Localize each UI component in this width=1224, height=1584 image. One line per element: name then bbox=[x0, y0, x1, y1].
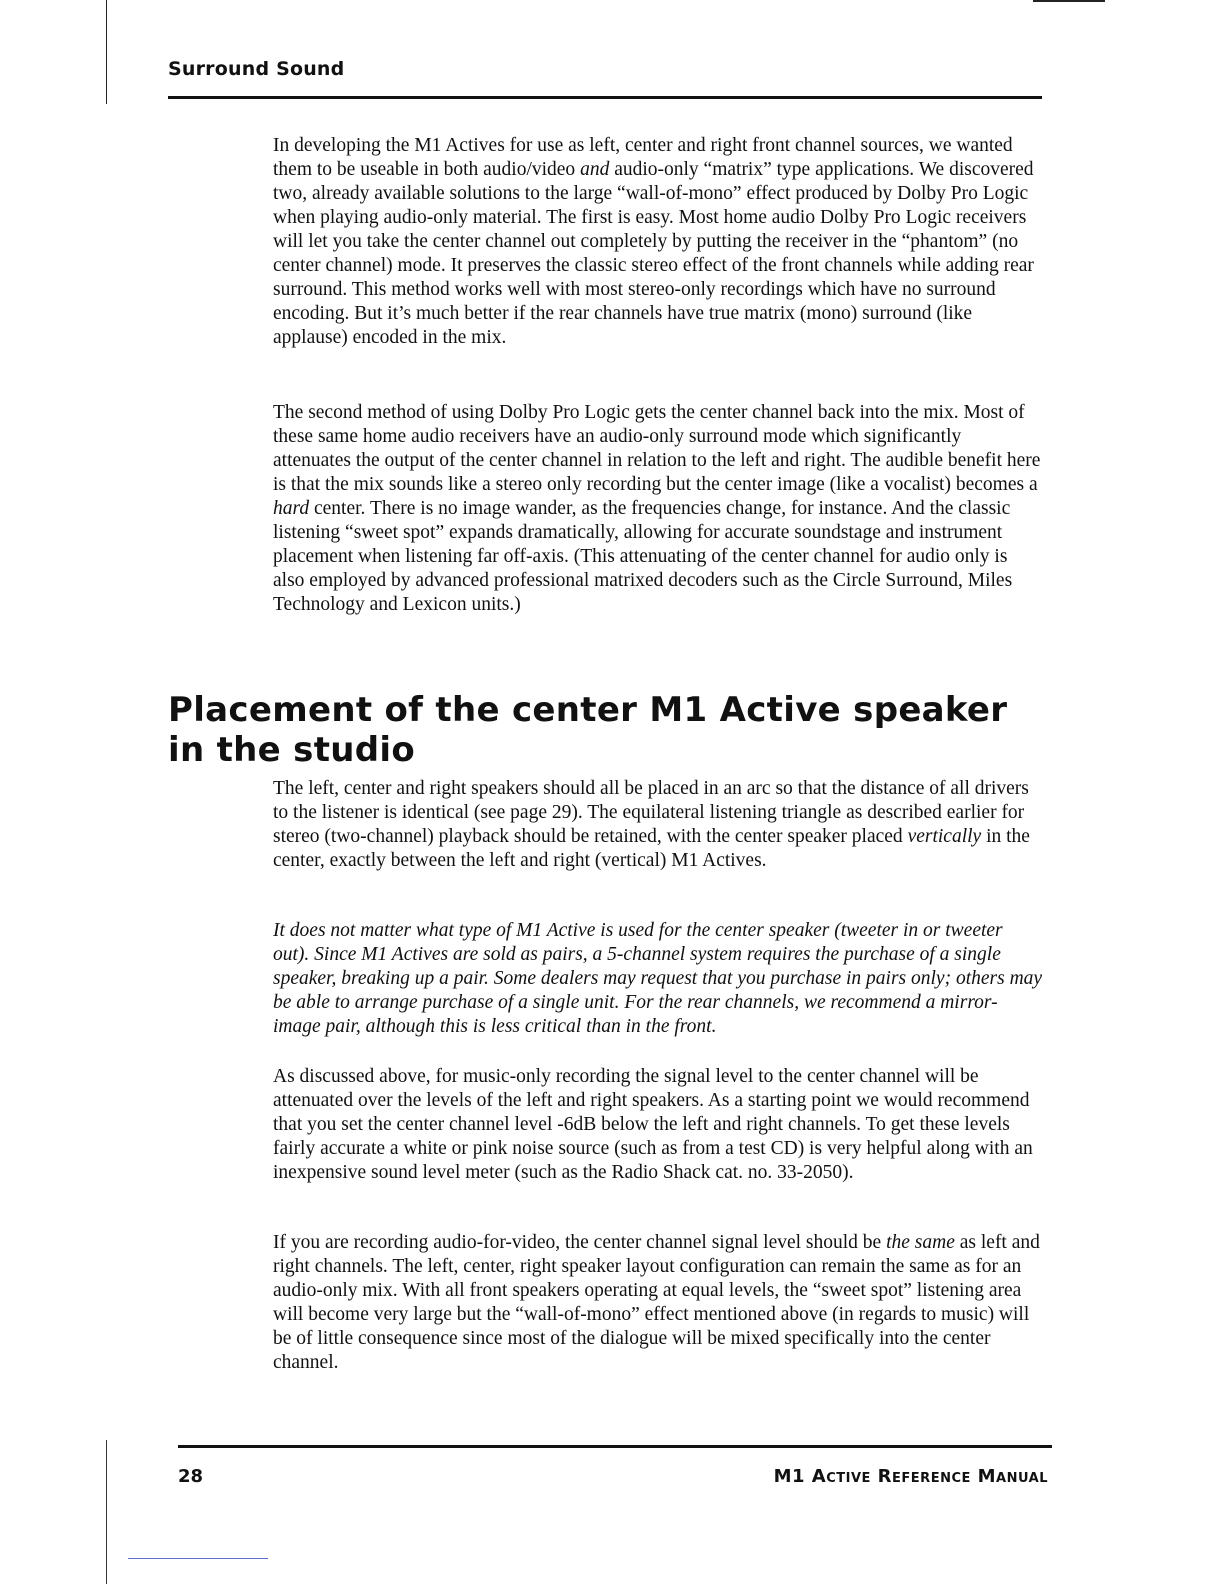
footer-rule bbox=[178, 1445, 1052, 1448]
section-p1-emphasis: vertically bbox=[907, 826, 982, 847]
footer-manual-title: M1 Active Reference Manual bbox=[773, 1466, 1048, 1487]
section-note-text: It does not matter what type of M1 Active is used for the center speaker (tweeter in or tweeter out). Since M1 Actives are sold as pairs, a 5-channel system requires the purchase of a single speaker, breaking up a pair. Some dealers may request that you purchase in pairs only; others may be able to arrange purchase of a single unit. For the rear channels, we recommend a mirror-image pair, although this is less critical than in the front. bbox=[273, 920, 1043, 1037]
section-heading: Placement of the center M1 Active speaker in the studio bbox=[168, 690, 1008, 770]
section-p3-text-b: as left and right channels. The left, center, right speaker layout configuration can remain the same as for an audio-only mix. With all front speakers operating at equal levels, the “sweet spot” listening area will become very large but the “wall-of-mono” effect mentioned above (in regards to music) will be of little consequence since most of the dialogue will be mixed specifically into the center channel. bbox=[273, 1232, 1040, 1373]
page-number: 28 bbox=[178, 1466, 204, 1487]
section-p1-text-a: The left, center and right speakers should all be placed in an arc so that the distance of all drivers to the listener is identical (see page 29). The equilateral listening triangle as described earlier for stereo (two-channel) playback should be retained, with the center speaker placed bbox=[273, 778, 1029, 847]
scan-edge-line-bottom bbox=[106, 1440, 107, 1584]
intro-p1-text-b: audio-only “matrix” type applications. We discovered two, already available solutions to the large “wall-of-mono” effect produced by Dolby Pro Logic when playing audio-only material. The first is easy. Most home audio Dolby Pro Logic receivers will let you take the center channel out completely by putting the receiver in the “phantom” (no center channel) mode. It preserves the classic stereo effect of the front channels while adding rear surround. This method works well with most stereo-only recordings which have no surround encoding. But it’s much better if the rear channels have true matrix (mono) surround (like applause) encoded in the mix. bbox=[273, 159, 1034, 348]
section-p3-text-a: If you are recording audio-for-video, the center channel signal level should be bbox=[273, 1232, 887, 1253]
header-rule bbox=[168, 96, 1042, 99]
scan-edge-mark bbox=[1033, 0, 1105, 2]
intro-paragraph-1 bbox=[273, 134, 1043, 350]
section-p1-text-b: in the center, exactly between the left and right (vertical) M1 Actives. bbox=[273, 826, 1030, 871]
intro-paragraph-2 bbox=[273, 401, 1043, 617]
intro-p2-text-b: center. There is no image wander, as the frequencies change, for instance. And the classic listening “sweet spot” expands dramatically, allowing for accurate soundstage and instrument placement when listening far off-axis. (This attenuating of the center channel for audio only is also employed by advanced professional matrixed decoders such as the Circle Surround, Miles Technology and Lexicon units.) bbox=[273, 498, 1013, 615]
intro-p2-text-a: The second method of using Dolby Pro Logic gets the center channel back into the mix. Most of these same home audio receivers have an audio-only surround mode which significantly attenuates the output of the center channel in relation to the left and right. The audible benefit here is that the mix sounds like a stereo only recording but the center image (like a vocalist) becomes a bbox=[273, 402, 1041, 495]
section-paragraph-3 bbox=[273, 1231, 1043, 1375]
section-italic-note bbox=[273, 919, 1043, 1039]
intro-p1-text-a: In developing the M1 Actives for use as left, center and right front channel sources, we wanted them to be useable in both audio/video bbox=[273, 135, 1013, 180]
section-p2-text: As discussed above, for music-only recording the signal level to the center channel will be attenuated over the levels of the left and right speakers. As a starting point we would recommend that you set the center channel level -6dB below the left and right channels. To get these levels fairly accurate a white or pink noise source (such as from a test CD) is very helpful along with an inexpensive sound level meter (such as the Radio Shack cat. no. 33-2050). bbox=[273, 1066, 1033, 1183]
section-p3-emphasis: the same bbox=[886, 1232, 955, 1253]
section-paragraph-1 bbox=[273, 777, 1043, 873]
scan-edge-line bbox=[106, 0, 107, 104]
intro-p1-emphasis: and bbox=[580, 159, 610, 180]
intro-p2-emphasis: hard bbox=[273, 498, 310, 519]
section-paragraph-2 bbox=[273, 1065, 1043, 1185]
scan-underline-mark bbox=[128, 1558, 268, 1559]
running-header-title: Surround Sound bbox=[168, 58, 345, 80]
